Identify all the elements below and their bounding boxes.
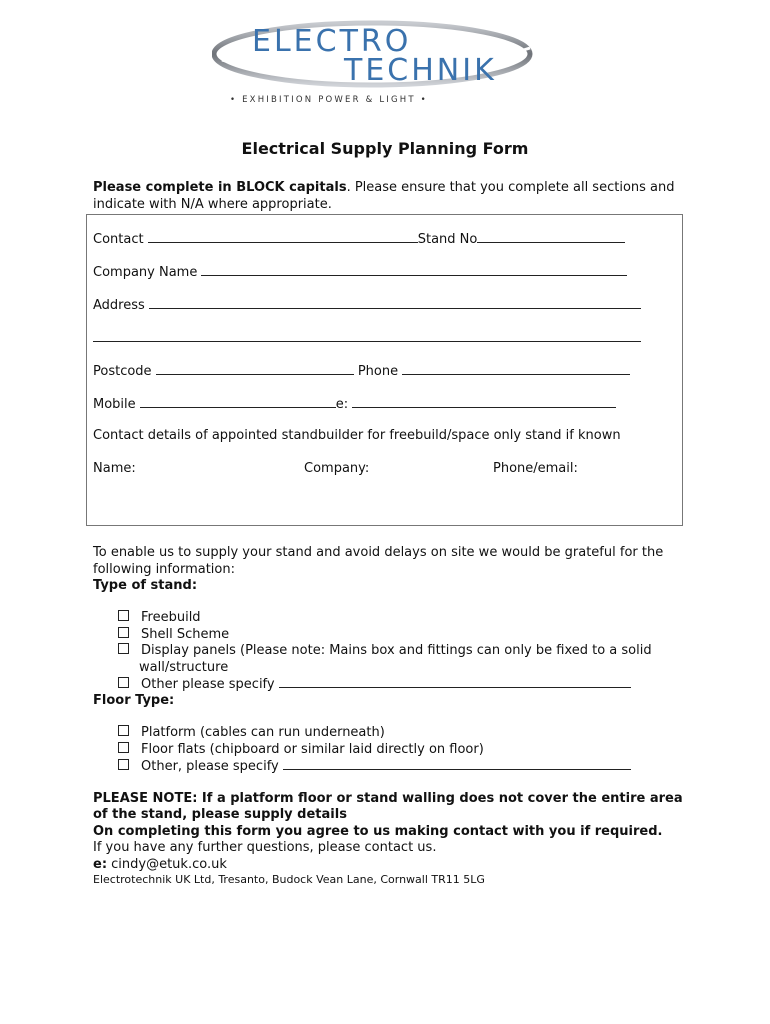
checkbox[interactable]: [118, 610, 129, 621]
standbuilder-company-label: Company:: [304, 461, 370, 476]
email-label: e:: [335, 397, 349, 412]
option-label: Floor flats (chipboard or similar laid directly on floor): [141, 742, 484, 757]
checkbox[interactable]: [118, 759, 129, 770]
phone-input[interactable]: [402, 363, 630, 375]
option-label: Other, please specify: [141, 759, 279, 774]
contact-label: Contact: [93, 232, 144, 247]
supply-intro: To enable us to supply your stand and avoid delays on site we would be grateful for the following information:: [93, 545, 664, 577]
standbuilder-note: Contact details of appointed standbuilder for freebuild/space only stand if known: [93, 428, 621, 443]
note-agreement: On completing this form you agree to us making contact with you if required.: [93, 824, 663, 839]
company-name-label: Company Name: [93, 265, 198, 280]
option-label: Shell Scheme: [141, 627, 230, 642]
floor-type-heading: Floor Type:: [93, 693, 175, 708]
checkbox[interactable]: [118, 627, 129, 638]
checkbox[interactable]: [118, 643, 129, 654]
checkbox[interactable]: [118, 677, 129, 688]
company-row: [93, 264, 627, 280]
postcode-row: [93, 363, 630, 379]
logo-tagline: • EXHIBITION POWER & LIGHT •: [230, 95, 428, 105]
stand-type-option[interactable]: [118, 627, 229, 644]
mobile-row: [93, 396, 616, 412]
standbuilder-phone-email-label: Phone/email:: [493, 461, 578, 476]
mobile-label: Mobile: [93, 397, 136, 412]
note-questions: If you have any further questions, please contact us.: [93, 840, 437, 855]
floor-type-option[interactable]: [118, 725, 385, 742]
option-label-continuation: wall/structure: [139, 660, 229, 675]
stand-type-option[interactable]: [118, 676, 631, 694]
company-address: Electrotechnik UK Ltd, Tresanto, Budock Vean Lane, Cornwall TR11 5LG: [93, 873, 485, 886]
stand-no-label: Stand No: [417, 232, 478, 247]
checkbox[interactable]: [118, 725, 129, 736]
note-platform-1: PLEASE NOTE: If a platform floor or stand walling does not cover the entire area: [93, 791, 683, 806]
floor-type-option[interactable]: [118, 758, 631, 776]
postcode-label: Postcode: [93, 364, 152, 379]
address-label: Address: [93, 298, 145, 313]
page-title: Electrical Supply Planning Form: [241, 139, 529, 158]
phone-label: Phone: [357, 364, 399, 379]
intro-text: [93, 180, 683, 213]
option-label: Platform (cables can run underneath): [141, 725, 385, 740]
stand-type-heading: Type of stand:: [93, 578, 198, 593]
contact-input[interactable]: [148, 231, 418, 243]
option-label: Display panels (Please note: Mains box and fittings can only be fixed to a solid: [141, 643, 652, 658]
stand-type-other-input[interactable]: [279, 676, 631, 688]
mobile-input[interactable]: [140, 396, 336, 408]
address-input-2[interactable]: [93, 330, 641, 342]
standbuilder-name-label: Name:: [93, 461, 136, 476]
stand-type-option[interactable]: [118, 610, 201, 627]
logo-line2: TECHNIK: [344, 53, 497, 88]
stand-type-option[interactable]: [118, 643, 652, 660]
intro-bold: Please complete in BLOCK capitals: [93, 180, 347, 195]
email-prefix: e:: [93, 857, 108, 872]
intro-rest: . Please ensure that you complete all sections and indicate with N/A where appropriate.: [93, 180, 675, 212]
company-name-input[interactable]: [201, 264, 627, 276]
option-label: Other please specify: [141, 677, 275, 692]
postcode-input[interactable]: [156, 363, 354, 375]
address-row: [93, 297, 641, 313]
floor-type-other-input[interactable]: [283, 758, 631, 770]
logo-line1: ELECTRO: [252, 24, 412, 59]
email-link[interactable]: cindy@etuk.co.uk: [107, 857, 227, 872]
address-row-2: [93, 330, 641, 346]
stand-no-input[interactable]: [477, 231, 625, 243]
company-logo: [212, 18, 542, 110]
email-input[interactable]: [352, 396, 616, 408]
floor-type-option[interactable]: [118, 742, 484, 759]
address-input[interactable]: [149, 297, 641, 309]
contact-row: [93, 231, 625, 247]
option-label: Freebuild: [141, 610, 201, 625]
contact-email: [93, 857, 227, 874]
checkbox[interactable]: [118, 742, 129, 753]
note-platform-2: of the stand, please supply details: [93, 807, 347, 822]
